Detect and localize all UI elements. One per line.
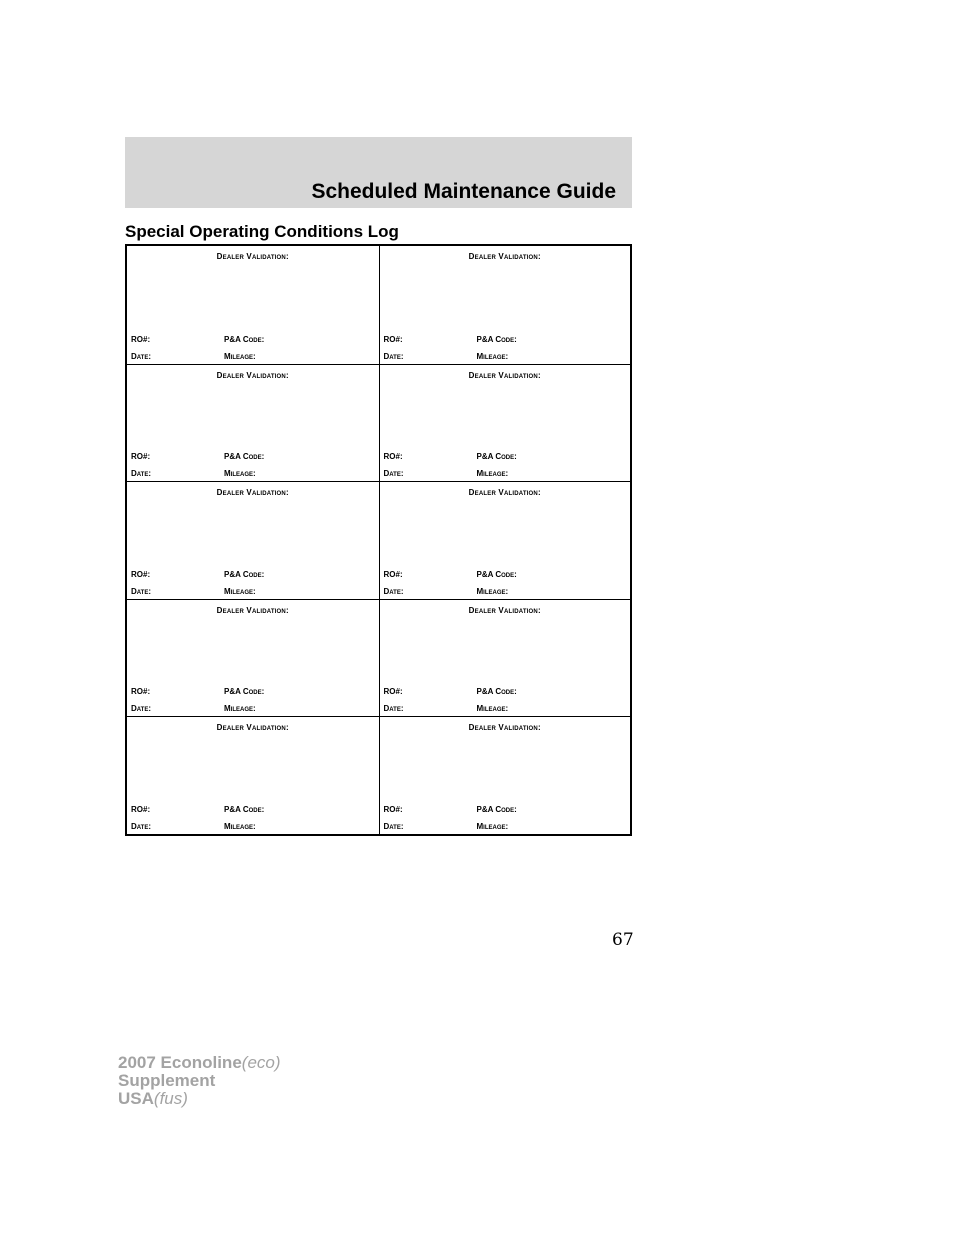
- ro-label: RO#:: [131, 452, 151, 462]
- ro-label: RO#:: [131, 804, 151, 814]
- mileage-label: Mileage:: [224, 586, 256, 596]
- date-label: Date:: [131, 586, 151, 596]
- conditions-log-table: [125, 244, 632, 836]
- mileage-label: Mileage:: [224, 469, 256, 479]
- log-entry-cell: [379, 481, 631, 599]
- date-label: Date:: [131, 821, 151, 831]
- ro-label: RO#:: [131, 334, 151, 344]
- pa-code-label: P&A Code:: [476, 569, 517, 579]
- footer-line-2: Supplement: [118, 1071, 216, 1090]
- dealer-validation-label: Dealer Validation:: [468, 488, 541, 498]
- dealer-validation-label: Dealer Validation:: [216, 723, 289, 733]
- mileage-label: Mileage:: [476, 469, 509, 479]
- date-label: Date:: [383, 586, 404, 596]
- footer-model-code: (eco): [241, 1053, 281, 1072]
- date-label: Date:: [383, 469, 404, 479]
- date-label: Date:: [383, 821, 404, 831]
- mileage-label: Mileage:: [476, 704, 509, 714]
- log-entry-cell: [379, 716, 631, 834]
- pa-code-label: P&A Code:: [476, 334, 517, 344]
- log-entry-cell: [127, 599, 379, 717]
- date-label: Date:: [383, 704, 404, 714]
- pa-code-label: P&A Code:: [224, 569, 265, 579]
- pa-code-label: P&A Code:: [224, 452, 265, 462]
- section-title: Special Operating Conditions Log: [125, 222, 399, 241]
- log-entry-cell: [127, 246, 379, 364]
- log-entry-cell: [127, 481, 379, 599]
- log-entry-cell: [127, 364, 379, 482]
- header-band: [125, 137, 632, 208]
- log-entry-cell: [127, 716, 379, 834]
- ro-label: RO#:: [131, 687, 151, 697]
- dealer-validation-label: Dealer Validation:: [468, 370, 541, 380]
- pa-code-label: P&A Code:: [476, 452, 517, 462]
- dealer-validation-label: Dealer Validation:: [216, 252, 289, 261]
- footer-line-1: [118, 1054, 281, 1072]
- dealer-validation-label: Dealer Validation:: [216, 488, 289, 498]
- ro-label: RO#:: [383, 334, 403, 344]
- footer-market: USA: [118, 1089, 154, 1108]
- ro-label: RO#:: [383, 569, 403, 579]
- pa-code-label: P&A Code:: [224, 804, 265, 814]
- log-entry-cell: [379, 364, 631, 482]
- date-label: Date:: [383, 351, 404, 361]
- log-entry-cell: [379, 246, 631, 364]
- pa-code-label: P&A Code:: [224, 334, 265, 344]
- date-label: Date:: [131, 351, 151, 361]
- pa-code-label: P&A Code:: [476, 804, 517, 814]
- dealer-validation-label: Dealer Validation:: [216, 370, 289, 380]
- ro-label: RO#:: [383, 687, 403, 697]
- footer-line-3: [118, 1090, 281, 1108]
- log-entry-cell: [379, 599, 631, 717]
- ro-label: RO#:: [383, 804, 403, 814]
- mileage-label: Mileage:: [476, 821, 509, 831]
- date-label: Date:: [131, 469, 151, 479]
- mileage-label: Mileage:: [224, 821, 256, 831]
- mileage-label: Mileage:: [224, 351, 256, 361]
- mileage-label: Mileage:: [224, 704, 256, 714]
- footer-model: 2007 Econoline: [118, 1053, 242, 1072]
- mileage-label: Mileage:: [476, 351, 509, 361]
- pa-code-label: P&A Code:: [224, 687, 265, 697]
- dealer-validation-label: Dealer Validation:: [468, 252, 541, 261]
- footer-edition-info: [118, 1054, 281, 1108]
- ro-label: RO#:: [131, 569, 151, 579]
- page-number: 67: [612, 930, 634, 950]
- footer-market-code: (fus): [153, 1089, 188, 1108]
- dealer-validation-label: Dealer Validation:: [216, 605, 289, 615]
- ro-label: RO#:: [383, 452, 403, 462]
- dealer-validation-label: Dealer Validation:: [468, 723, 541, 733]
- pa-code-label: P&A Code:: [476, 687, 517, 697]
- dealer-validation-label: Dealer Validation:: [468, 605, 541, 615]
- date-label: Date:: [131, 704, 151, 714]
- mileage-label: Mileage:: [476, 586, 509, 596]
- page-header-title: Scheduled Maintenance Guide: [311, 180, 616, 203]
